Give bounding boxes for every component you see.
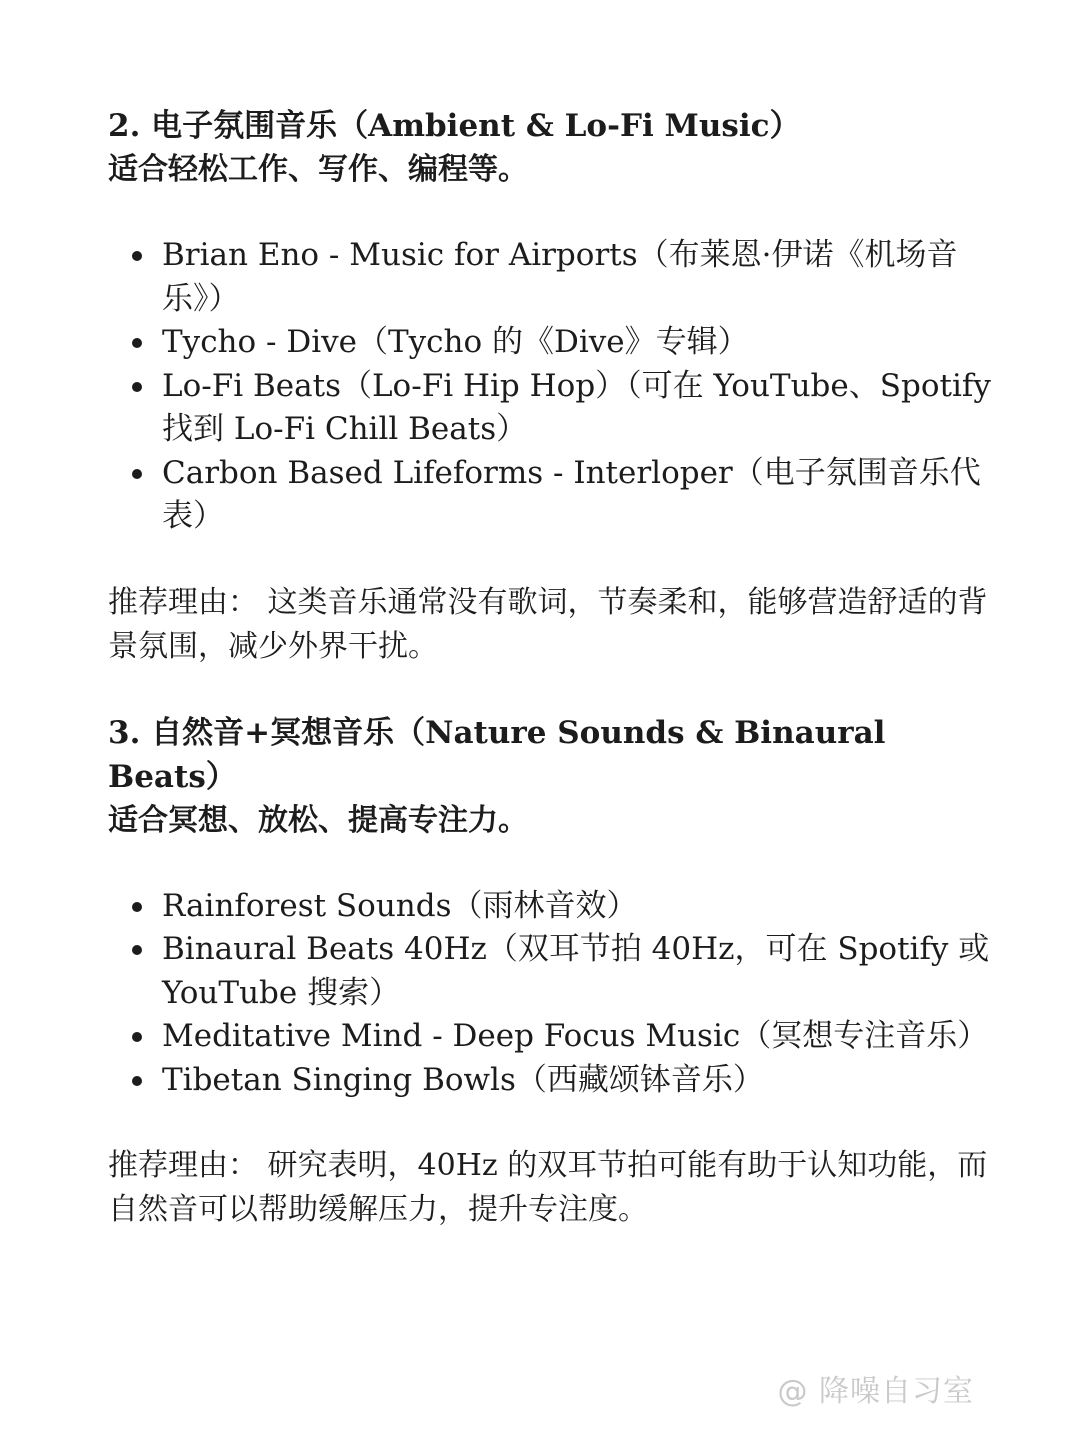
bullet-icon	[132, 945, 142, 955]
section-ambient-lofi	[108, 104, 998, 669]
recommendation-list	[108, 885, 998, 1103]
bullet-icon	[132, 382, 142, 392]
list-item-text: Binaural Beats 40Hz（双耳节拍 40Hz，可在 Spotify 或 YouTube 搜索）	[162, 931, 990, 1011]
list-item	[108, 928, 998, 1015]
article-content	[108, 104, 998, 1232]
bullet-icon	[132, 1076, 142, 1086]
author-watermark: @ 降噪自习室	[777, 1374, 974, 1409]
bullet-icon	[132, 1032, 142, 1042]
list-item	[108, 234, 998, 321]
list-item-text: Rainforest Sounds（雨林音效）	[162, 887, 638, 924]
recommendation-list	[108, 234, 998, 539]
list-item-text: Brian Eno - Music for Airports（布莱恩·伊诺《机场音乐》）	[162, 237, 958, 317]
list-item-text: Carbon Based Lifeforms - Interloper（电子氛围音乐代表）	[162, 454, 981, 534]
list-item	[108, 365, 998, 452]
section-heading: 3. 自然音+冥想音乐（Nature Sounds & Binaural Beats）	[108, 714, 886, 795]
section-heading: 2. 电子氛围音乐（Ambient & Lo-Fi Music）	[108, 108, 801, 144]
reason-paragraph: 推荐理由： 研究表明，40Hz 的双耳节拍可能有助于认知功能，而自然音可以帮助缓解压力，提升专注度。	[108, 1148, 988, 1227]
list-item-text: Lo-Fi Beats（Lo-Fi Hip Hop）（可在 YouTube、Spotify 找到 Lo-Fi Chill Beats）	[162, 367, 991, 447]
section-subheading: 适合轻松工作、写作、编程等。	[108, 152, 528, 187]
list-item-text: Meditative Mind - Deep Focus Music（冥想专注音乐）	[162, 1018, 989, 1054]
section-nature-binaural	[108, 711, 998, 1233]
list-item	[108, 321, 998, 365]
bullet-icon	[132, 469, 142, 479]
bullet-icon	[132, 251, 142, 261]
bullet-icon	[132, 902, 142, 912]
bullet-icon	[132, 338, 142, 348]
reason-paragraph: 推荐理由： 这类音乐通常没有歌词，节奏柔和，能够营造舒适的背景氛围，减少外界干扰。	[108, 584, 988, 664]
list-item	[108, 885, 998, 929]
list-item-text: Tibetan Singing Bowls（西藏颂钵音乐）	[162, 1061, 764, 1098]
list-item	[108, 452, 998, 539]
list-item	[108, 1015, 998, 1059]
section-subheading: 适合冥想、放松、提高专注力。	[108, 802, 528, 838]
list-item	[108, 1059, 998, 1103]
list-item-text: Tycho - Dive（Tycho 的《Dive》专辑）	[162, 324, 749, 360]
